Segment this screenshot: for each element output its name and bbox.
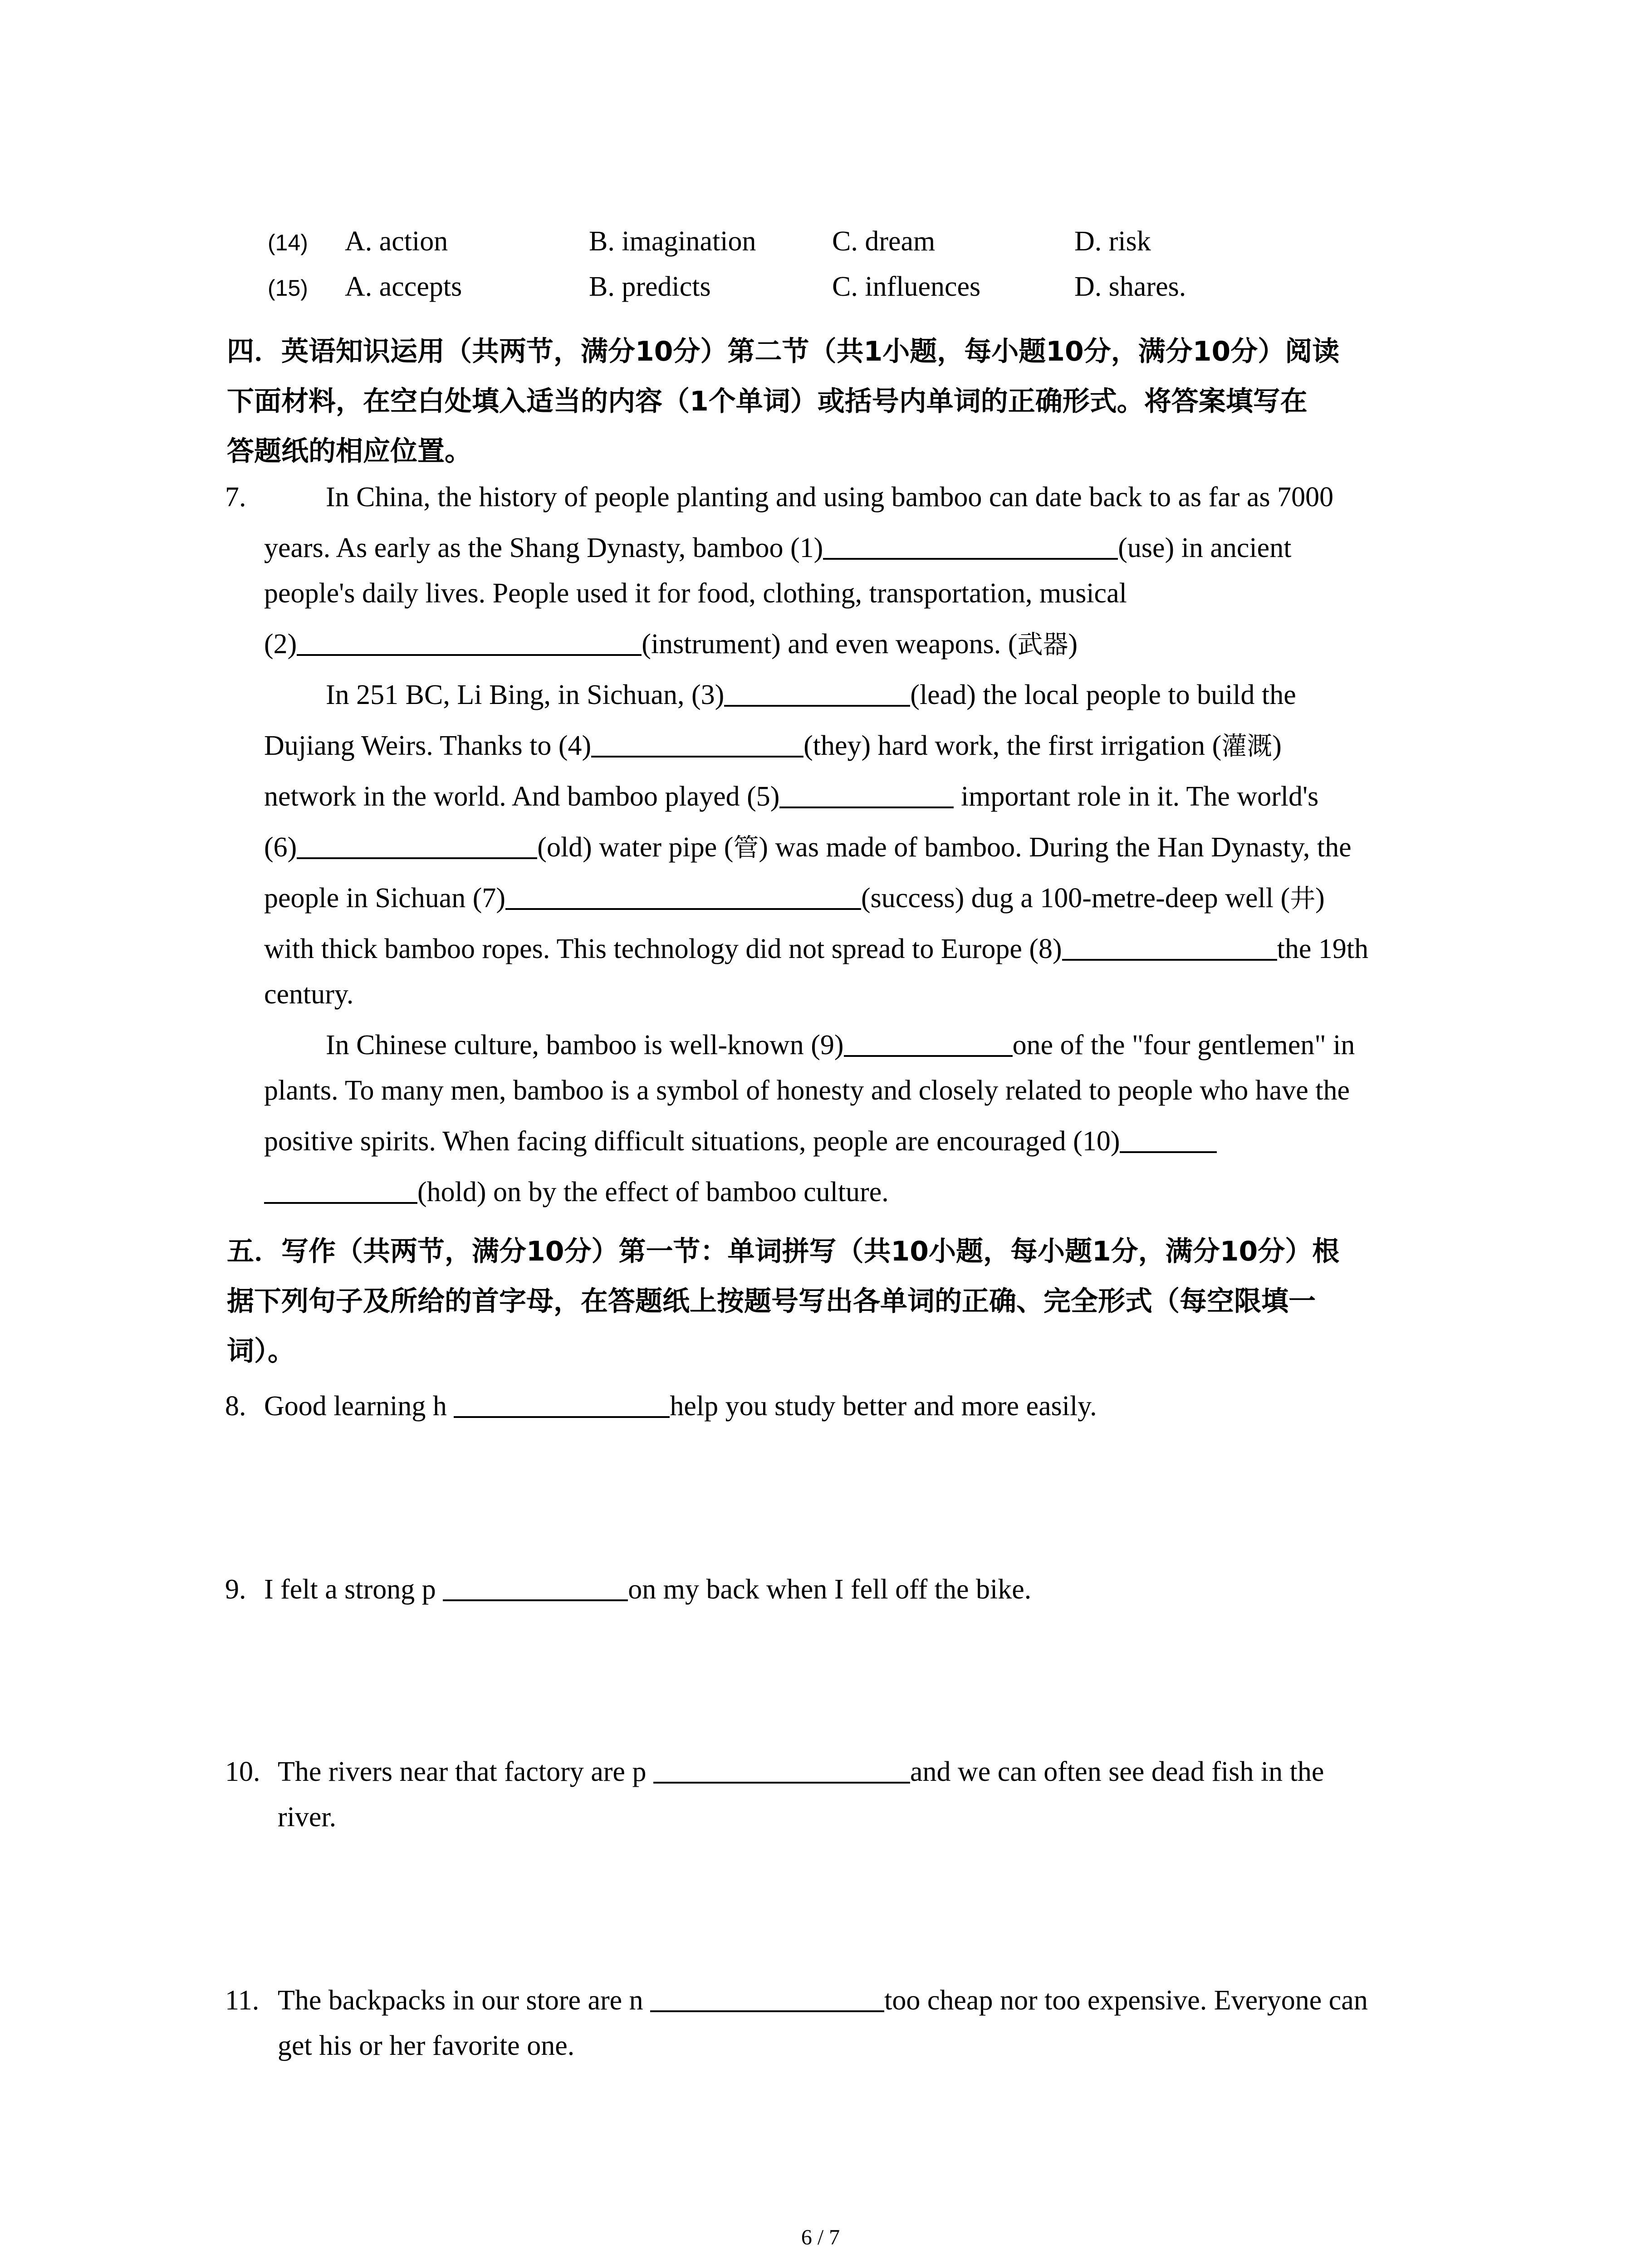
page-number: 6 / 7 [801,2225,840,2249]
q7-line-12: In Chinese culture, bamboo is well-known (9) one of the "four gentlemen" in [326,1027,1355,1063]
answer-blank-2[interactable] [297,627,642,656]
question-9-text: I felt a strong p on my back when I fell off the bike. [264,1571,1031,1608]
option-d: D. shares. [1074,271,1186,302]
q7-line-10: with thick bamboo ropes. This technology did not spread to Europe (8) the 19th [264,931,1368,967]
option-b: B. predicts [589,271,711,302]
question-11 [225,1982,259,2019]
option-a: A. action [345,226,448,257]
q7-line-5: In 251 BC, Li Bing, in Sichuan, (3) (lead) the local people to build the [326,677,1296,713]
answer-blank-4[interactable] [591,728,803,758]
question-8 [225,1388,246,1424]
question-9 [225,1571,246,1608]
answer-blank-5[interactable] [779,779,954,808]
question-10-text-cont: river. [278,1802,337,1833]
answer-blank-10-part-1[interactable] [1120,1124,1217,1153]
option-d: D. risk [1074,226,1151,257]
answer-blank-3[interactable] [724,678,910,707]
q7-line-15: (hold) on by the effect of bamboo culture. [264,1174,889,1210]
q7-line-6: Dujiang Weirs. Thanks to (4) (they) hard work, the first irrigation (灌溉) [264,728,1282,765]
q7-line-13: plants. To many men, bamboo is a symbol of honesty and closely related to people who have the [264,1075,1350,1106]
question-number: 9. [225,1574,246,1605]
answer-blank-6[interactable] [297,830,537,859]
q7-line-8: (6) (old) water pipe (管) was made of bamboo. During the Han Dynasty, the [264,829,1352,866]
option-row-14 [268,223,308,261]
option-b: B. imagination [589,226,756,257]
answer-blank-7[interactable] [505,881,861,910]
section-5-heading-line-2: 据下列句子及所给的首字母，在答题纸上按题号写出各单词的正确、完全形式（每空限填一 [227,1286,1316,1317]
option-number: (14) [268,230,308,255]
option-number: (15) [268,275,308,301]
answer-blank-q10[interactable] [653,1755,910,1784]
question-7-number: 7. [225,482,246,513]
question-11-text-cont: get his or her favorite one. [278,2030,575,2061]
option-c: C. influences [832,271,981,302]
answer-blank-q9[interactable] [443,1572,628,1601]
answer-blank-1[interactable] [823,531,1118,560]
q7-line-1: In China, the history of people planting and using bamboo can date back to as far as 7000 [326,482,1334,513]
section-5-heading-line-1: 五．写作（共两节，满分10分）第一节：单词拼写（共10小题，每小题1分，满分10分）根 [227,1236,1340,1267]
option-row-15 [268,269,308,306]
answer-blank-8[interactable] [1062,932,1277,961]
answer-blank-q8[interactable] [454,1389,670,1418]
option-a: A. accepts [345,271,462,302]
question-10-text: The rivers near that factory are p and we can often see dead fish in the [278,1754,1324,1790]
q7-line-14: positive spirits. When facing difficult situations, people are encouraged (10) [264,1123,1217,1159]
answer-blank-9[interactable] [844,1028,1013,1057]
section-5-heading-line-3: 词）。 [227,1335,295,1367]
section-4-heading-line-1: 四．英语知识运用（共两节，满分10分）第二节（共1小题，每小题10分，满分10分）阅读 [227,336,1340,367]
q7-line-9: people in Sichuan (7) (success) dug a 100-metre-deep well (井) [264,880,1325,917]
answer-blank-10-part-2[interactable] [264,1175,417,1204]
q7-line-2: years. As early as the Shang Dynasty, bamboo (1) (use) in ancient [264,530,1291,566]
question-number: 10. [225,1756,260,1787]
question-number: 8. [225,1391,246,1422]
question-number: 11. [225,1985,260,2016]
option-c: C. dream [832,226,936,257]
q7-line-11: century. [264,979,354,1010]
question-10 [225,1754,260,1790]
question-8-text: Good learning h help you study better and more easily. [264,1388,1097,1424]
section-4-heading-line-2: 下面材料，在空白处填入适当的内容（1个单词）或括号内单词的正确形式。将答案填写在 [227,386,1308,417]
q7-line-3: people's daily lives. People used it for food, clothing, transportation, musical [264,578,1127,609]
question-11-text: The backpacks in our store are n too cheap nor too expensive. Everyone can [278,1982,1368,2019]
q7-line-7: network in the world. And bamboo played (5) important role in it. The world's [264,778,1318,815]
answer-blank-q11[interactable] [650,1983,884,2012]
q7-line-4: (2) (instrument) and even weapons. (武器) [264,626,1078,663]
section-4-heading-line-3: 答题纸的相应位置。 [227,435,472,467]
